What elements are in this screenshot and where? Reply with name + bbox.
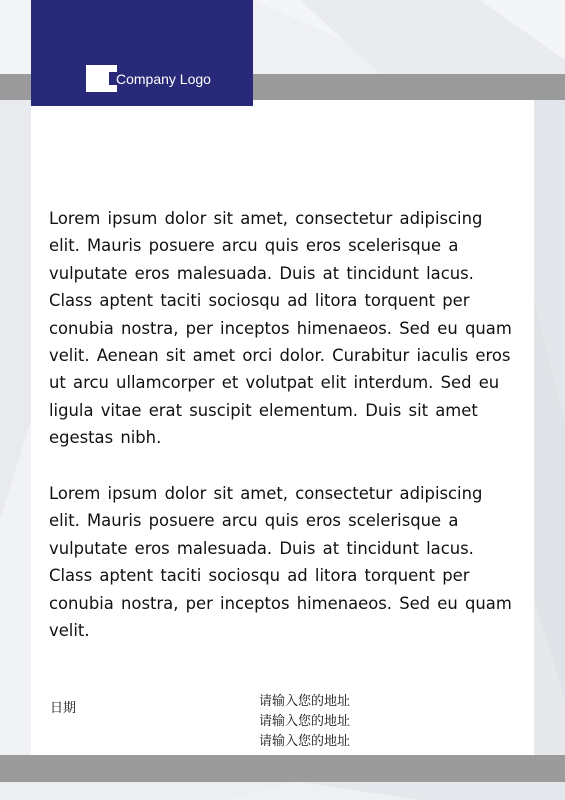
logo-text: Company Logo (116, 71, 211, 87)
logo-block (31, 0, 253, 106)
address-line-3: 请输入您的地址 (259, 734, 351, 749)
address-block (259, 692, 459, 752)
logo-square-icon (86, 65, 117, 92)
address-line-1: 请输入您的地址 (259, 694, 351, 709)
address-line-2: 请输入您的地址 (259, 714, 351, 729)
body-paragraph-2: Lorem ipsum dolor sit amet, consectetur adipiscing elit. Mauris posuere arcu quis eros scelerisque a vulputate eros malesuada. Duis at tincidunt lacus. Class aptent taciti sociosqu ad litora torquent per conubia nostra, per inceptos himenaeos. Sed eu quam velit. (49, 484, 512, 641)
body-paragraph-1: Lorem ipsum dolor sit amet, consectetur adipiscing elit. Mauris posuere arcu quis eros scelerisque a vulputate eros malesuada. Duis at tincidunt lacus. Class aptent taciti sociosqu ad litora torquent per conubia nostra, per inceptos himenaeos. Sed eu quam velit. Aenean sit amet orci dolor. Curabitur iaculis eros ut arcu ullamcorper et volutpat elit interdum. Sed eu ligula vitae erat suscipit elementum. Duis sit amet egestas nibh. (49, 209, 512, 448)
footer-band (0, 755, 565, 782)
date-label: 日期 (50, 701, 77, 716)
